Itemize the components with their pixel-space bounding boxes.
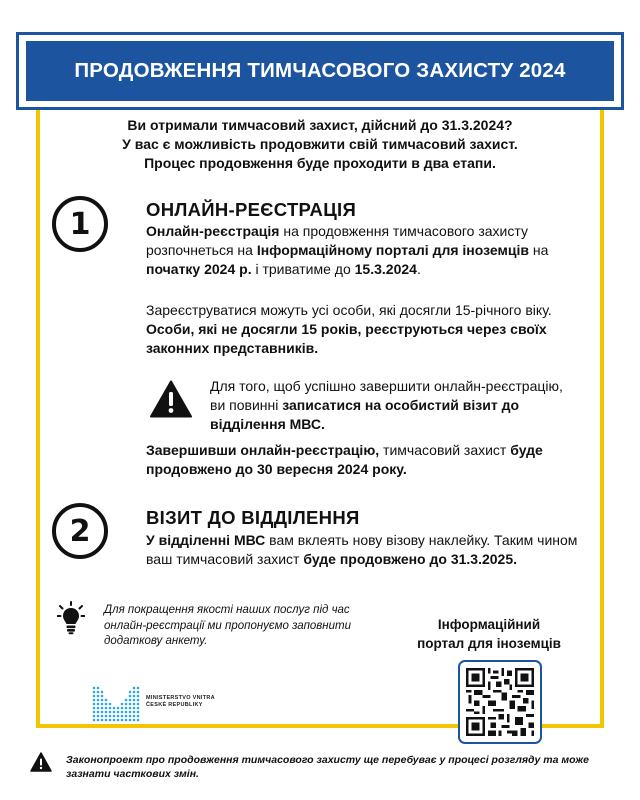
qr-code-frame[interactable] — [458, 660, 542, 744]
step-1-paragraph-registration: Онлайн-реєстрація на продовження тимчасового захисту розпочнеться на Інформаційному порталі для іноземців на початку 2024 р. і триватиме до 15.3.2024. — [146, 223, 549, 277]
ministry-name: MINISTERSTVO VNITRA ČESKÉ REPUBLIKY — [146, 695, 215, 708]
title-banner — [26, 41, 614, 101]
step-1-number-icon: 1 — [52, 196, 108, 252]
footer-disclaimer: Законопроект про продовження тимчасового захисту ще перебуває у процесі розгляду та може зазнати часткових змін. — [66, 754, 590, 780]
step-1-paragraph-extension: Завершивши онлайн-реєстрацію, тимчасовий захист буде продовжено до 30 вересня 2024 року. — [146, 442, 543, 477]
intro-line-3: Процес продовження буде проходити в два етапи. — [144, 155, 496, 171]
footer-warning-icon — [30, 752, 52, 772]
page-title: ПРОДОВЖЕННЯ ТИМЧАСОВОГО ЗАХИСТУ 2024 — [74, 59, 566, 82]
lightbulb-icon — [57, 601, 85, 635]
intro-line-2: У вас є можливість продовжити свій тимчасовий захист. — [122, 136, 518, 152]
ministry-logo — [92, 682, 140, 722]
portal-label: Інформаційний портал для іноземців — [417, 617, 561, 651]
step-1-warning-text: Для того, щоб успішно завершити онлайн-реєстрацію, ви повинні записатися на особистий візит до відділення МВС. — [210, 378, 563, 432]
step-1-title: ОНЛАЙН-РЕЄСТРАЦІЯ — [146, 199, 357, 220]
warning-triangle-icon — [150, 380, 192, 418]
step-2-title: ВІЗИТ ДО ВІДДІЛЕННЯ — [146, 507, 360, 528]
step-1-paragraph-eligibility: Зареєструватися можуть усі особи, які досягли 15-річного віку. Особи, які не досягли 15 років, реєструються через своїх законних представників. — [146, 302, 552, 356]
step-2-paragraph: У відділенні МВС вам вклеять нову візову наклейку. Таким чином ваш тимчасовий захист буде продовжено до 31.3.2025. — [146, 532, 578, 567]
intro-text — [60, 116, 580, 173]
survey-note: Для покращення якості наших послуг під час онлайн-реєстрації ми пропонуємо заповнити додаткову анкету. — [104, 604, 352, 647]
step-2-number-icon: 2 — [52, 503, 108, 559]
qr-code-icon[interactable] — [466, 668, 534, 736]
intro-line-1: Ви отримали тимчасовий захист, дійсний до 31.3.2024? — [127, 117, 513, 133]
